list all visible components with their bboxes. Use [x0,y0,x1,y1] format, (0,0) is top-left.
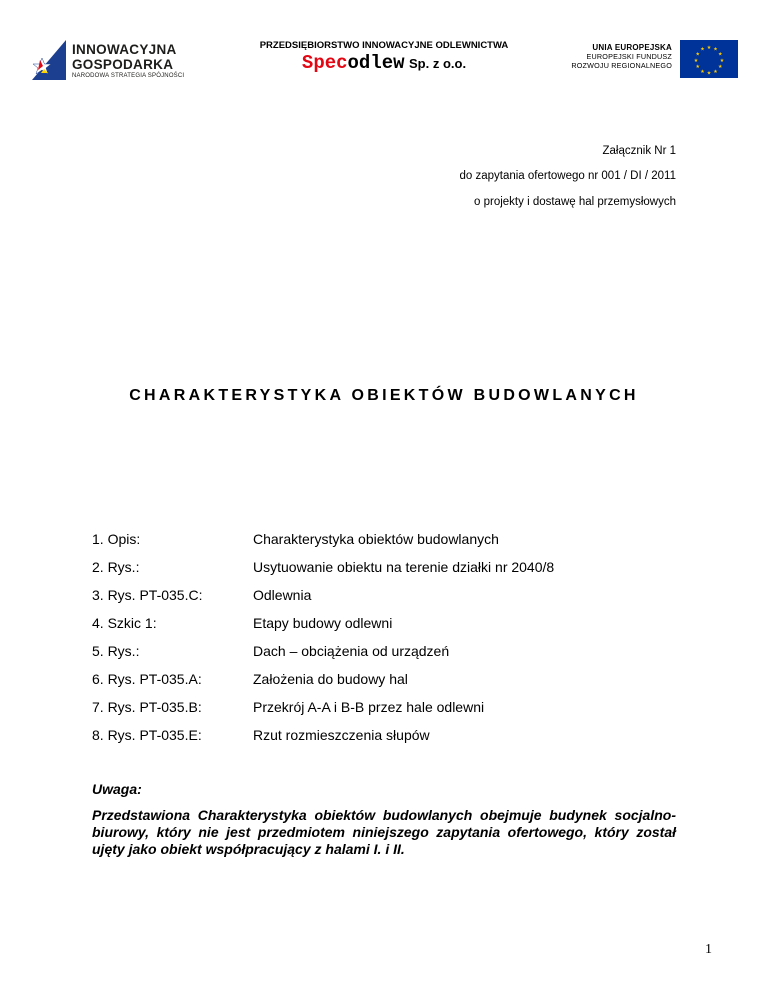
svg-text:★: ★ [693,57,699,64]
eu-line-3: ROZWOJU REGIONALNEGO [571,61,672,70]
item-number: 4. Szkic 1: [92,615,157,631]
eu-line-2: EUROPEJSKI FUNDUSZ [586,52,672,61]
item-number: 6. Rys. PT-035.A: [92,671,202,687]
item-description: Założenia do budowy hal [253,671,408,687]
item-number: 1. Opis: [92,531,141,547]
svg-text:★: ★ [700,46,705,53]
eu-line-1: UNIA EUROPEJSKA [592,43,672,52]
item-number: 7. Rys. PT-035.B: [92,699,202,715]
company-name-red: Spec [301,52,348,74]
svg-text:★: ★ [695,64,701,71]
svg-text:★: ★ [717,64,723,71]
svg-text:★: ★ [706,45,712,51]
note-label: Uwaga: [92,781,142,797]
company-name-suffix: Sp. z o.o. [409,56,467,71]
item-number: 3. Rys. PT-035.C: [92,587,203,603]
eu-flag-icon [680,40,738,78]
svg-text:★: ★ [706,70,712,77]
item-number: 2. Rys.: [92,559,140,575]
page-number: 1 [705,942,712,957]
company-name [240,52,528,74]
eu-fund-label [560,43,672,70]
item-number: 5. Rys.: [92,643,140,659]
svg-text:★: ★ [695,51,701,58]
star-flag-icon [28,36,70,84]
logo-line-2: GOSPODARKA [72,57,174,72]
svg-text:★: ★ [713,46,718,53]
svg-text:★: ★ [700,68,705,75]
logo-line-1: INNOWACYJNA [72,42,177,57]
item-description: Dach – obciążenia od urządzeń [253,643,450,659]
item-number: 8. Rys. PT-035.E: [92,727,202,743]
company-descriptor: PRZEDSIĘBIORSTWO INNOWACYJNE ODLEWNICTWA [259,40,509,51]
item-description: Etapy budowy odlewni [253,615,393,631]
item-description: Rzut rozmieszczenia słupów [253,727,430,743]
item-description: Usytuowanie obiektu na terenie działki nr 2040/8 [253,559,555,575]
document-title: CHARAKTERYSTYKA OBIEKTÓW BUDOWLANYCH [129,387,639,404]
innowacyjna-gospodarka-logo [28,36,198,84]
company-name-black: odlew [347,52,405,74]
item-description: Odlewnia [253,587,312,603]
annex-title: Załącznik Nr 1 [602,145,676,157]
svg-text:★: ★ [717,51,723,58]
item-description: Charakterystyka obiektów budowlanych [253,531,499,547]
svg-text:★: ★ [719,57,725,64]
annex-subject: o projekty i dostawę hal przemysłowych [474,196,676,208]
logo-line-3: NARODOWA STRATEGIA SPÓJNOŚCI [72,73,185,79]
annex-reference: do zapytania ofertowego nr 001 / DI / 2011 [459,170,676,182]
item-description: Przekrój A-A i B-B przez hale odlewni [253,699,485,715]
note-text: Przedstawiona Charakterystyka obiektów budowlanych obejmuje budynek socjalno-biurowy, który nie jest przedmiotem niniejszego zapytania ofertowego, który został ujęty jako obiekt współpracujący z halami I. i II. [92,807,676,857]
svg-text:★: ★ [713,68,718,75]
